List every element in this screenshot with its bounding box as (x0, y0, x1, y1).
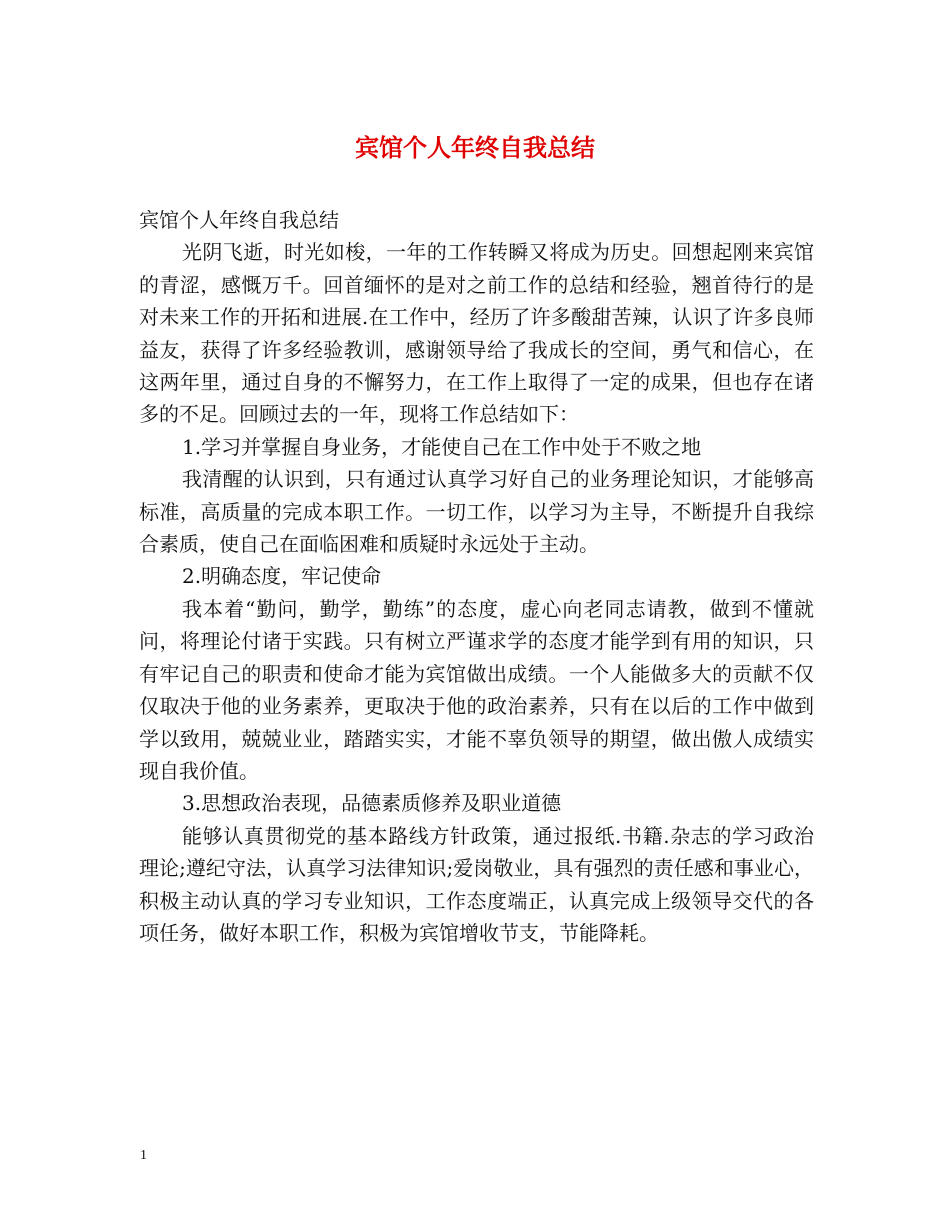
body-heading: 宾馆个人年终自我总结 (139, 208, 339, 232)
document-body (139, 204, 814, 949)
paragraph-section-2: 我本着“勤问，勤学，勤练”的态度，虚心向老同志请教，做到不懂就问，将理论付诸于实践。只有树立严谨求学的态度才能学到有用的知识，只有牢记自己的职责和使命才能为宾馆做出成绩。一个人能做多大的贡献不仅仅取决于他的业务素养，更取决于他的政治素养，只有在以后的工作中做到学以致用，兢兢业业，踏踏实实，才能不辜负领导的期望，做出傲人成绩实现自我价值。 (139, 596, 814, 783)
section-heading-3: 3.思想政治表现，品德素质修养及职业道德 (182, 791, 562, 816)
section-heading-2: 2.明确态度，牢记使命 (182, 564, 382, 589)
paragraph-intro: 光阴飞逝，时光如梭，一年的工作转瞬又将成为历史。回想起刚来宾馆的青涩，感慨万千。回首缅怀的是对之前工作的总结和经验，翘首待行的是对未来工作的开拓和进展.在工作中，经历了许多酸甜苦辣，认识了许多良师益友，获得了许多经验教训，感谢领导给了我成长的空间，勇气和信心，在这两年里，通过自身的不懈努力，在工作上取得了一定的成果，但也存在诸多的不足。回顾过去的一年，现将工作总结如下： (139, 240, 814, 427)
document-title: 宾馆个人年终自我总结 (355, 133, 595, 162)
section-heading-1: 1.学习并掌握自身业务，才能使自己在工作中处于不败之地 (182, 434, 702, 459)
page-number: 1 (140, 1148, 147, 1163)
paragraph-section-3: 能够认真贯彻党的基本路线方针政策，通过报纸.书籍.杂志的学习政治理论;遵纪守法，认真学习法律知识;爱岗敬业，具有强烈的责任感和事业心，积极主动认真的学习专业知识，工作态度端正，认真完成上级领导交代的各项任务，做好本职工作，积极为宾馆增收节支，节能降耗。 (139, 823, 814, 945)
paragraph-section-1: 我清醒的认识到，只有通过认真学习好自己的业务理论知识，才能够高标准，高质量的完成本职工作。一切工作，以学习为主导，不断提升自我综合素质，使自己在面临困难和质疑时永远处于主动。 (139, 467, 814, 557)
